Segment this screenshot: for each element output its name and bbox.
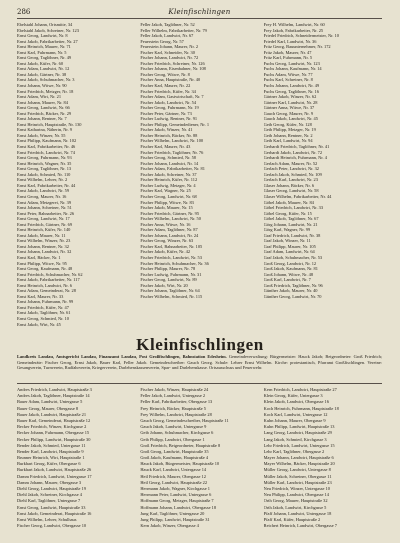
list-item: Feller Jakob, Landwirt, Nr. 67 [140,33,194,39]
list-item: Reichert Heinrich, Landwirt, Obergasse 7 [263,523,337,529]
list-item: Fischer Wilhelm, Schmied, Nr. 115 [140,293,203,299]
list-item: Diehl Karl, Taglöhner, Untergasse 7 [17,498,81,504]
list-item: Fuchs Georg, Taglöhner, Nr. 16 [263,88,319,94]
list-item: Lehr Karl, Taglöhner, Obergasse 2 [263,448,325,454]
list-item: Ernst Heinrich, Hauptstraße, Nr. 130 [17,121,82,127]
list-item: Müller Jakob, Schreiner, Obergasse 11 [263,473,332,479]
list-item: Orth Jakob, Landwirt, Kirchgasse 5 [263,504,327,510]
section-title: Kleinfischlingen [136,335,264,354]
list-item: Fischer Jakob, Landwirt, Nr. 54 [140,99,197,105]
list-item: Gerlach Adam, Maurer, Nr. 52 [263,160,318,166]
list-item: Andres Jakob, Taglöhner, Hauptstraße 14 [17,393,90,399]
list-item: Pfaff Johann, Landwirt, Untergasse 18 [263,510,332,516]
list-item: Ernst Georg, Fuhrmann, Nr. 93 [17,155,72,161]
directory-column-1 [17,22,135,331]
list-item: Frey Heinrich, Bäcker, Hauptstraße 5 [140,405,206,411]
list-item: Friedel Karl, Landwirt, Nr. 36 [263,38,317,44]
list-item: Graf Adam, Landwirt, Nr. 64 [263,249,315,255]
list-item: Bauer Jakob, Landwirt, Hauptstraße 21 [17,411,87,417]
list-item: Ernst Jakob, Gemeinderat, Hauptstraße 16 [17,510,92,516]
list-item: Ernst Heinrich, Landwirt, Nr. 6 [17,282,72,288]
list-item: Ernst Johann, Landwirt, Nr. 32 [17,249,72,255]
list-item: Gerhardt Heinrich, Fuhrmann, Nr. 4 [263,155,327,161]
list-item: Fischer Friedrich, Küfer, Nr. 34 [140,88,196,94]
list-item: Ernst Adam, Wirt, Nr. 21 [17,94,62,100]
section-divider [17,383,382,384]
list-item: Fischer Jakob, Winzer, Nr. 41 [140,127,193,133]
page-number: 286 [17,8,31,16]
list-item: Diehl Georg, Landwirt, Hauptstraße 19 [17,486,86,491]
list-item: Ernst Karl, Bäcker, Nr. 1 [17,254,61,260]
list-item: Feller Jakob, Landwirt, Untergasse 2 [140,393,206,399]
list-item: Fischer Wilhelm, Landwirt, Nr. 50 [140,216,201,222]
list-item: Fuchs Karl, Schreiner, Nr. 8 [263,77,313,83]
list-item: Günther Georg, Landwirt, Nr. 70 [263,293,322,299]
intro-lead: Landkreis Landau, Amtsgericht Landau, Finanzamt Landau, Post Großfischlingen, Bahnstation Edesheim. [17,354,227,359]
list-item: Glaser Johann, Bäcker, Nr. 6 [263,182,315,188]
list-item: Fischer Friedrich, Schreiner, Nr. 126 [140,60,205,66]
list-item: Fischer Peter, Gärtner, Nr. 73 [140,110,192,116]
list-item: Groß Jakob, Kaufmann, Nr. 81 [263,266,318,272]
list-item: Gauch Georg, Maurer, Nr. 9 [263,110,314,116]
list-item: Gerlach Jakob, Schmied, Nr. 109 [263,171,322,177]
list-item: Groß Karl, Landwirt, Nr. 7 [263,277,311,283]
list-item: Becker Philipp, Landwirt, Hauptstraße 30 [17,436,91,442]
resident-column-2 [140,387,258,537]
list-item: Ernst Karl, Fuhrmann, Nr. 5 [17,49,67,55]
list-item: Ernst Jakob, Schmied, Nr. 110 [17,171,71,177]
list-item: Ernst Friedrich, Schuhmacher, Nr. 62 [17,271,83,277]
list-item: Ernst Georg, Landwirt, Hauptstraße 33 [17,504,86,510]
list-item: Görg Johann, Landwirt, Nr. 21 [263,221,318,227]
list-item: Ernst Heinrich, Maurer, Nr. 71 [17,44,71,50]
list-item: Fischer Jakob, Wirt, Nr. 20 [140,282,188,288]
list-item: Fischer Jakob, Schreiner, Nr. 37 [140,171,197,177]
list-item: Ernst Jakob, Gärtner, Nr. 38 [17,71,67,77]
list-item: Orth Georg, Maurer, Hauptstraße 32 [263,498,328,504]
list-item: Ebelstahl Jakob, Schreiner, Nr. 123 [17,27,79,33]
list-item: Koch Heinrich, Fuhrmann, Hauptstraße 18 [263,405,339,411]
list-item: Ernst Friedrich, Landwirt, Nr. 74 [17,149,75,155]
list-item: Lehr Friedrich, Landwirt, Untergasse 15 [263,442,335,448]
list-item: Gauch Jakob, Landwirt, Untergasse 9 [140,424,207,430]
list-item: Ernst Philipp, Kaufmann, Nr. 102 [17,138,77,144]
list-item: Fischer Karl, Maurer, Nr. 22 [140,83,191,89]
list-item: Gauch Jakob, Landwirt, Nr. 45 [263,116,318,122]
list-item: Ernst Peter, Bahnarbeiter, Nr. 26 [17,210,75,216]
list-item: Müller Karl, Landwirt, Hauptstraße 23 [263,479,332,485]
list-item: Fischer Johann, Eisenbahner, Nr. 108 [140,66,206,72]
list-item: Fischer Georg, Schmied, Nr. 58 [140,155,196,161]
list-item: Ernst Karl, Fabrikarbeiter, Nr. 44 [17,182,76,188]
list-item: Ernst Adam, Gemeinderat, Nr. 28 [17,288,76,294]
list-item: Becker Friedrich, Winzer, Kirchgasse 2 [17,424,87,430]
list-item: Fischer Karl, Maurer, Nr. 43 [140,144,191,150]
list-item: Ernst Georg, Taglöhner, Nr. 13 [17,166,72,172]
list-item: Hauck Jakob, Bürgermeister, Hauptstraße 10 [140,461,220,467]
list-item: Frey H. Wilhelm, Landwirt, Nr. 60 [263,22,325,27]
list-item: Bauer Karl, Gemeinderat, Hauptstraße 12 [17,417,91,423]
list-item: Fischer Georg, Landwirt, Nr. 89 [140,277,197,283]
list-item: Kuhn Philipp, Landwirt, Hauptstraße 13 [263,424,335,430]
list-item: Feller Wilhelm, Fabrikarbeiter, Nr. 79 [140,27,207,33]
resident-column-1 [17,387,135,537]
list-item: Herrmann Jakob, Wagner, Kirchgasse 1 [140,486,210,491]
list-item: Fuchs Georg, Landwirt, Nr. 123 [263,60,320,66]
list-item: Burkhart Georg, Küfer, Obergasse 6 [17,461,81,467]
directory-column-3 [264,22,382,331]
list-item: Groß Georg, Landwirt, Hauptstraße 35 [140,448,209,454]
list-item: Gärtner Karl, Landwirt, Nr. 28 [263,99,318,105]
list-item: Ernst Friedrich, Bäcker, Nr. 29 [17,110,72,116]
list-item: Graf Philipp, Maurer, Nr. 105 [263,243,316,249]
list-item: Ernst Jakob, Winzer, Nr. 55 [17,132,66,138]
list-item: Frey Jakob, Fabrikarbeiter, Nr. 25 [263,27,324,33]
list-item: Ernst Johann, Schreiner, Nr. 51 [17,205,72,211]
list-item: Bender Karl, Landwirt, Hauptstraße 9 [17,448,84,454]
list-item: Gerhardt Jakob, Landwirt, Nr. 72 [263,149,323,155]
list-item: Jung Karl, Taglöhner, Untergasse 20 [140,510,205,516]
list-item: Fischer Ludwig, Rentner, Nr. 91 [140,116,198,122]
list-item: Ernst Jakob, Küfer, Nr. 60 [17,60,64,66]
list-item: Klein Jakob, Landwirt, Obergasse 16 [263,399,329,405]
list-item: Feuerstein Johann, Maurer, Nr. 2 [140,44,199,50]
list-item: Fischer Friedrich, Gärtner, Nr. 95 [140,210,200,216]
section-intro [17,354,382,371]
list-item: Ernst Wilhelm, Lehrer, Nr. 2 [17,177,68,183]
list-item: Fritz Jakob, Maurer, Nr. 47 [263,49,312,55]
list-item: Becker Johann, Fuhrmann, Obergasse 15 [17,430,90,436]
list-item: Fritz Karl, Fuhrmann, Nr. 5 [263,55,313,61]
resident-column-3 [264,387,382,537]
list-item: Ernst Georg, Maurer, Nr. 16 [17,193,67,199]
list-item: Fischer Jakob, Winzer, Hauptstraße 24 [140,387,209,392]
list-item: Fischer Friedrich, Taglöhner, Nr. 76 [140,149,204,155]
list-item: Herrmann Peter, Landwirt, Untergasse 6 [140,492,212,498]
list-item: Andres Friedrich, Landwirt, Hauptstraße 3 [17,387,92,392]
list-item: Gerlach Karl, Landwirt, Nr. 23 [263,177,318,183]
list-item: Ernst Georg, Landwirt, Nr. 8 [17,33,68,39]
list-item: Gerlach Peter, Landwirt, Nr. 32 [263,166,319,172]
list-item: Damm Johann, Maurer, Obergasse 3 [17,479,82,485]
list-item: Kuhn Johann, Maurer, Obergasse 9 [263,417,326,423]
list-item: Fischer Jakob, Maurer, Nr. 15 [140,205,193,211]
list-item: Geib Philipp, Landwirt, Obergasse 1 [140,436,205,442]
list-item: Ernst Heinrich, Wagner, Nr. 35 [17,160,72,166]
list-item: Fischer Philipp, Witwe, Nr. 83 [140,199,194,205]
list-item: Groß Johann, Witwe, Nr. 48 [263,271,314,277]
list-item: Ernst Georg, Taglöhner, Nr. 49 [17,55,72,61]
list-item: Fischer Karl, Bahnarbeiter, Nr. 105 [140,243,203,249]
list-item: Fischer Adam, Taglöhner, Nr. 87 [140,227,198,233]
list-item: Hoffmann Georg, Metzger, Hauptstraße 7 [140,498,214,504]
resident-columns [17,387,382,537]
list-item: Hauck Karl, Landwirt, Untergasse 14 [140,467,207,473]
intro-body: Gemeindeverwaltung: Bürgermeister: Hauck Jakob; Beigeordneter: Groß Friedrich; Gemeinderäte: Fischer Georg, Ernst Jakob, Bauer Karl, Feller Jakob. Gemeindeschreiber: Gauch Georg. Schule: Lehrer Ernst Wilhelm. Kirche: protestantisch, Pfarramt Großfischlingen. Vereine: Gesangverein, Turnverein, Radfahrverein, Kriegerverein, Darlehenskassenverein, Spar- und Darlehenskasse. Ortsausschuss und Feuerwehr. [17,354,382,370]
list-item: Ernst Jakob, Fabrikarbeiter, Nr. 27 [17,38,78,44]
list-item: Fischer Friedrich, Landwirt, Nr. 53 [140,254,202,260]
list-item: Ernst Johann, Rentner, Nr. 32 [17,243,69,249]
list-item: Graf Friedrich, Landwirt, Nr. 38 [263,232,321,238]
list-item: Kern Jakob, Winzer, Obergasse 4 [140,523,199,529]
list-item: Fischer Karl, Wagner, Nr. 25 [140,188,191,194]
list-item: Gärtner Anna, Witwe, Nr. 37 [263,105,315,111]
list-item: Fuchs Adam, Witwe, Nr. 77 [263,71,313,77]
list-item: Burkhart Jakob, Landwirt, Hauptstraße 26 [17,467,92,473]
list-item: Fischer Georg, Witwe, Nr. 8 [140,71,190,77]
list-item: Fischer Georg, Landwirt, Obergasse 10 [17,523,87,529]
list-item: Bauer Adam, Landwirt, Untergasse 5 [17,399,83,405]
list-item: Ernst Jakob, Schuhmacher, Nr. 3 [17,77,75,83]
list-item: Brunner Heinrich, Wirt, Hauptstraße 1 [17,455,85,461]
list-item: Ernst Karl, Fabrikarbeiter, Nr. 46 [17,144,76,150]
list-item: Ernst Georg, Kaufmann, Nr. 48 [17,266,73,272]
list-item: Koch Karl, Landwirt, Untergasse 12 [263,411,328,417]
list-item: Ernst Johann, Fuhrmann, Nr. 99 [17,299,74,305]
list-item: Damm Friedrich, Landwirt, Untergasse 17 [17,473,92,479]
list-item: Geib Johann, Schuhmacher, Kirchgasse 6 [140,430,214,436]
list-item: Fischer Wilhelm, Landwirt, Nr. 100 [140,138,204,144]
list-item: Fischer Philipp, Maurer, Nr. 78 [140,266,196,272]
list-item: Fischer Heinrich, Schuhmacher, Nr. 36 [140,260,209,266]
list-item: Fischer Philipp, Gemeindediener, Nr. 1 [140,121,210,127]
list-item: Fischer Georg, Landwirt, Nr. 68 [140,193,197,199]
list-item: Göbel Friedrich, Landwirt, Nr. 33 [263,205,324,211]
list-item: Ernst Adam, Metzgerei, Nr. 39 [17,199,72,205]
list-item: Bauer Georg, Maurer, Obergasse 8 [17,405,79,411]
list-item: Fischer Anna, Witwe, Nr. 16 [140,221,191,227]
list-item: Groß Jakob, Kaufmann, Hauptstraße 4 [140,455,209,461]
list-item: Fischer Johann, Landwirt, Nr. 24 [140,232,199,238]
list-item: Ernst Heinrich, Küfer, Nr. 140 [17,227,71,233]
list-item: Ernst Friedrich, Gärtner, Nr. 69 [17,221,73,227]
list-item: Neu Philipp, Landwirt, Obergasse 14 [263,492,329,498]
list-item: Fuchs Johann, Kaufmann, Nr. 14 [263,66,322,72]
list-item: Jung Philipp, Landwirt, Hauptstraße 31 [140,516,210,522]
list-item: Geib Johann, Rentner, Nr. 2 [263,132,313,138]
list-item: Neu Friedrich, Winzer, Untergasse 10 [263,486,330,491]
list-item: Ernst Jakob, Maurer, Nr. 11 [17,232,66,238]
list-item: Fischer Heinrich, Bäcker, Nr. 88 [140,132,198,138]
list-item: Bender Jakob, Schmied, Untergasse 11 [17,442,86,448]
list-item: Ernst Friedrich, Küfer, Nr. 47 [17,304,69,310]
list-item: Lang Jakob, Schmied, Kirchgasse 3 [263,436,327,442]
list-item: Ernst Johann, Rentner, Nr. 7 [17,116,67,122]
list-item: Groß Friedrich, Beigeordneter, Hauptstraße 8 [140,442,221,448]
list-item: Fischer Johann, Landwirt, Nr. 14 [140,160,199,166]
directory-columns [17,22,382,331]
list-item: Groß Friedrich, Taglöhner, Nr. 96 [263,282,323,288]
list-item: Fischer Georg, Winzer, Nr. 63 [140,238,194,244]
list-item: Ernst Wilhelm, Lehrer, Schulhaus [17,516,77,522]
list-item: Ernst Adam, Landwirt, Nr. 12 [17,66,70,72]
list-item: Glaser Georg, Landwirt, Nr. 58 [263,188,319,194]
list-item: Fischer Georg, Fuhrmann, Nr. 19 [140,105,199,111]
list-item: Glaser Wilhelm, Fabrikarbeiter, Nr. 44 [263,193,332,199]
list-item: Lang Georg, Landwirt, Hauptstraße 29 [263,430,332,436]
list-item: Fischer Adam, Fabrikarbeiter, Nr. 81 [140,166,205,172]
list-item: Graf Jakob, Winzer, Nr. 11 [263,238,311,244]
list-item: Fischer Anna, Hauptstraße, Nr. 40 [140,77,201,83]
list-item: Pfaff Karl, Küfer, Hauptstraße 2 [263,516,321,522]
list-item: Fischer Johann, Taglöhner, Nr. 64 [140,288,200,294]
list-item: Ernst Philipp, Witwe, Nr. 95 [17,260,67,266]
list-item: Gerhardt Friedrich, Taglöhner, Nr. 41 [263,144,330,150]
list-item: Ernst Katharina, Näherin, Nr. 9 [17,127,72,133]
running-title: Kleinfischlingen [168,8,231,16]
list-item: Fischer Ludwig, Metzger, Nr. 4 [140,182,196,188]
list-item: Gärtner Jakob, Winzer, Nr. 62 [263,94,317,100]
list-item: Ernst Jakob, Wirt, Nr. 45 [17,321,61,327]
list-item: Graf Jakob, Schuhmacher, Nr. 53 [263,254,323,260]
list-item: Ernst Jakob, Taglöhner, Nr. 61 [17,310,71,316]
list-item: Geib Philipp, Metzger, Nr. 19 [263,127,316,133]
list-item: Feller Jakob, Taglöhner, Nr. 52 [140,22,195,27]
list-item: Ernst Georg, Schmied, Nr. 10 [17,315,69,321]
list-item: Ernst Wilhelm, Winzer, Nr. 23 [17,238,71,244]
list-item: Heil Georg, Landwirt, Hauptstraße 22 [140,479,208,485]
list-item: Klein Georg, Küfer, Untergasse 3 [263,393,323,399]
list-item: Frey Wilhelm, Landwirt, Hauptstraße 28 [140,411,212,417]
list-item: Fischer Heinrich, Küfer, Nr. 112 [140,177,198,183]
list-item: Fischer Jakob, Küfer, Nr. 42 [140,249,191,255]
list-item: Mayer Wilhelm, Bäcker, Hauptstraße 20 [263,461,335,467]
list-item: Ebelstahl Johann, Ortsmitte, 34 [17,22,73,27]
list-item: Fischer Ludwig, Fuhrmann, Nr. 31 [140,271,202,277]
list-item: Hoffmann Johann, Landwirt, Obergasse 18 [140,504,217,510]
list-item: Ernst Johann, Witwe, Nr. 90 [17,83,67,89]
list-item: Groß Georg, Landwirt, Nr. 12 [263,260,317,266]
list-item: Ernst Johann, Maurer, Nr. 84 [17,99,68,105]
list-item: Fischer Adam, Gastwirtschaft, Nr. 7 [140,94,204,100]
list-item: Göbel Jakob, Taglöhner, Nr. 67 [263,216,319,222]
list-item: Friedel Friedrich, Schneidermeister, Nr. 10 [263,33,339,39]
list-item: Ernst Georg, Landwirt, Nr. 66 [17,105,70,111]
list-item: Ernst Jakob, Fabrikarbeiter, Nr. 117 [17,277,80,283]
list-item: Diehl Jakob, Schreiner, Kirchgasse 4 [17,492,82,498]
list-item: Ernst Karl, Maurer, Nr. 33 [17,293,64,299]
list-item: Ernst Jakob, Landwirt, Nr. 59 [17,188,70,194]
list-item: Fuchs Johann, Landwirt, Nr. 49 [263,83,320,89]
list-item: Geib Georg, Küfer, Nr. 128 [263,121,312,127]
directory-column-2 [140,22,258,331]
list-item: Fritz Georg, Bauunternehmer, Nr. 172 [263,44,331,50]
list-item: Kern Friedrich, Landwirt, Hauptstraße 27 [263,387,337,392]
list-item: Geib Karl, Landwirt, Nr. 94 [263,138,313,144]
list-item: Mayer Johann, Landwirt, Hauptstraße 6 [263,455,334,461]
list-item: Feller Karl, Fabrikarbeiter, Obergasse 13 [140,399,213,405]
list-item: Ernst Friedrich, Metzger, Nr. 18 [17,88,74,94]
list-item: Göbel Jakob, Maurer, Nr. 84 [263,199,314,205]
list-item: Gauch Georg, Gemeindeschreiber, Hauptstraße 11 [140,417,229,423]
list-item: Fischer Johann, Landwirt, Nr. 72 [140,55,199,61]
list-item: Görg Karl, Wagner, Nr. 99 [263,227,311,233]
list-item: Müller Georg, Landwirt, Untergasse 8 [263,467,331,473]
list-item: Feuerstein Georg, Nr. 57 [140,38,184,44]
list-item: Ernst Georg, Landwirt, Nr. 17 [17,216,70,222]
list-item: Heil Friedrich, Maurer, Obergasse 12 [140,473,206,479]
list-item: Göbel Georg, Küfer, Nr. 15 [263,210,312,216]
list-item: Fischer Karl, Schneider, Nr. 30 [140,49,195,55]
list-item: Günther Jakob, Maurer, Nr. 40 [263,288,318,294]
running-header [17,6,382,19]
